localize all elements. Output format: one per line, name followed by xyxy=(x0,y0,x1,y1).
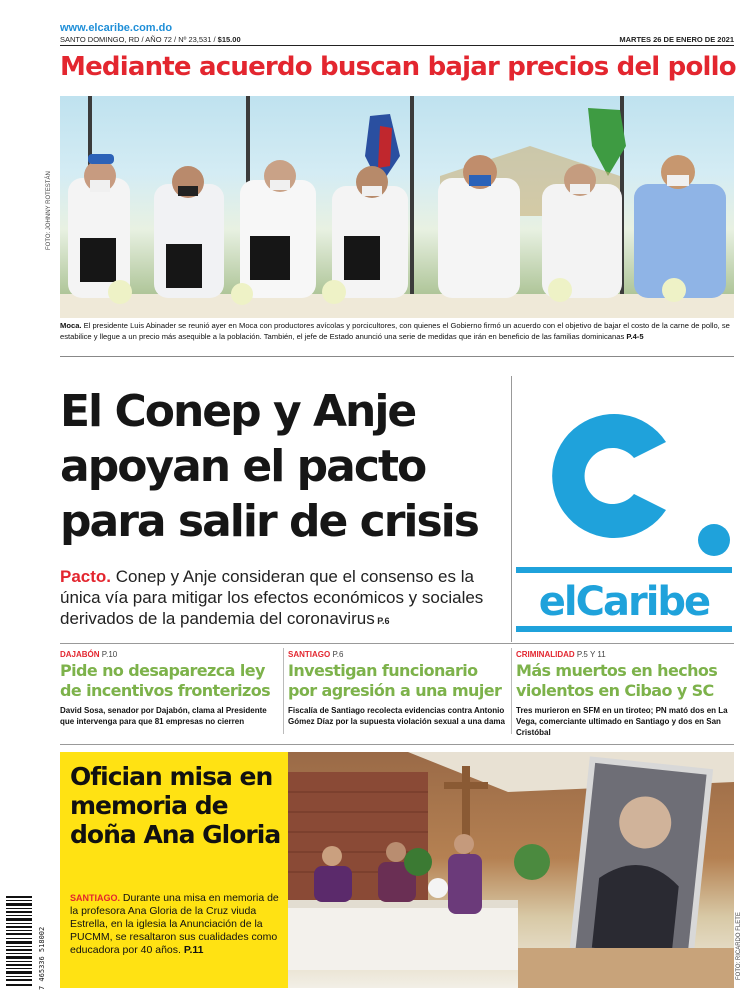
logo-wordmark: elCaribe xyxy=(538,579,710,625)
edition-info xyxy=(60,35,241,44)
column-rule xyxy=(511,376,512,642)
logo-bar-bottom xyxy=(516,626,732,632)
main-headline: Mediante acuerdo buscan bajar precios del pollo xyxy=(60,52,736,82)
kicker-page-ref: P.5 Y 11 xyxy=(574,650,606,659)
lead-story-deck xyxy=(60,566,508,632)
memorial-story-title: Ofician misa en memoria de doña Ana Gloria xyxy=(70,762,281,849)
photo-credit: FOTO: RICARDO FLETE xyxy=(736,912,742,980)
photo-caption xyxy=(60,320,734,342)
elcaribe-c-logo-icon xyxy=(516,382,732,558)
deck-page-ref: P.6 xyxy=(374,616,390,626)
section-divider xyxy=(60,643,734,644)
memorial-lead: SANTIAGO. xyxy=(70,893,121,903)
memorial-body: Durante una misa en memoria de la profesora Ana Gloria de la Cruz viuda Estrella, en la iglesia la Anunciación de la PUCMM, se resaltaron sus cualidades como educadora por 40 años. xyxy=(70,892,279,956)
kicker-page-ref: P.6 xyxy=(330,650,344,659)
caption-page-ref: P.4-5 xyxy=(624,332,644,341)
signing-ceremony-photo xyxy=(60,96,734,318)
portrait-frame xyxy=(569,756,713,968)
section-divider xyxy=(60,356,734,357)
memorial-page-ref: P.11 xyxy=(180,944,204,956)
barcode-digits: 7 465336 518002 xyxy=(38,926,46,990)
kicker-label: DAJABÓN xyxy=(60,650,100,659)
issue-date: MARTES 26 DE ENERO DE 2021 xyxy=(619,35,734,44)
signing-ceremony-illustration xyxy=(60,96,734,318)
photo-credit: FOTO: JOHNNY ROTESTÁN xyxy=(46,171,52,250)
lead-story-headline: El Conep y Anje apoyan el pacto para salir de crisis xyxy=(60,386,478,547)
kicker-page-ref: P.10 xyxy=(99,650,118,659)
kicker-label: SANTIAGO xyxy=(288,650,331,659)
edition-price: $15.00 xyxy=(217,35,241,44)
logo-bar-top xyxy=(516,567,732,573)
brief-kicker xyxy=(288,650,506,659)
masthead-bar xyxy=(60,8,734,46)
brief-text: Tres murieron en SFM en un tiroteo; PN mató dos en La Vega, comerciante ultimado en Santiago y dos en San Cristóbal xyxy=(516,706,728,737)
brief-dajabon xyxy=(60,650,280,727)
brief-text: David Sosa, senador por Dajabón, clama al Presidente que intervenga para que 81 empresas no cierren xyxy=(60,706,267,726)
site-url[interactable]: www.elcaribe.com.do xyxy=(60,22,173,34)
brief-kicker xyxy=(516,650,734,659)
memorial-mass-photo xyxy=(288,752,734,988)
deck-lead: Pacto. xyxy=(60,567,112,586)
brief-title: Más muertos en hechos violentos en Cibao y SC xyxy=(516,661,718,700)
section-divider xyxy=(60,744,734,745)
brief-separator xyxy=(511,648,512,734)
brief-santiago xyxy=(288,650,506,727)
caption-text: El presidente Luis Abinader se reunió ayer en Moca con productores avícolas y porcicultores, con quienes el Gobierno firmó un acuerdo con el objetivo de bajar el costo de la carne de pollo, se estabilice y llegue a un precio más asequible a la población. También, el jefe de Estado anunció una serie de medidas que irán en beneficio de las familias dominicanas xyxy=(60,321,730,341)
kicker-label: CRIMINALIDAD xyxy=(516,650,575,659)
brief-title: Pide no desaparezca ley de incentivos fronterizos xyxy=(60,661,271,700)
edition-details: SANTO DOMINGO, RD / AÑO 72 / Nº 23,531 / xyxy=(60,35,216,44)
brief-text: Fiscalía de Santiago recolecta evidencias contra Antonio Gómez Díaz por la supuesta violación sexual a una dama xyxy=(288,706,505,726)
brief-kicker xyxy=(60,650,280,659)
deck-text: Conep y Anje consideran que el consenso es la única vía para mitigar los efectos económicos y sociales derivados de la pandemia del coronavirus xyxy=(60,567,484,628)
memorial-mass-illustration xyxy=(288,752,734,988)
memorial-story-text xyxy=(70,892,282,957)
brief-title: Investigan funcionario por agresión a una mujer xyxy=(288,661,502,700)
brief-separator xyxy=(283,648,284,734)
barcode-icon xyxy=(4,894,34,990)
brief-criminalidad xyxy=(516,650,734,738)
caption-lead: Moca. xyxy=(60,321,82,330)
